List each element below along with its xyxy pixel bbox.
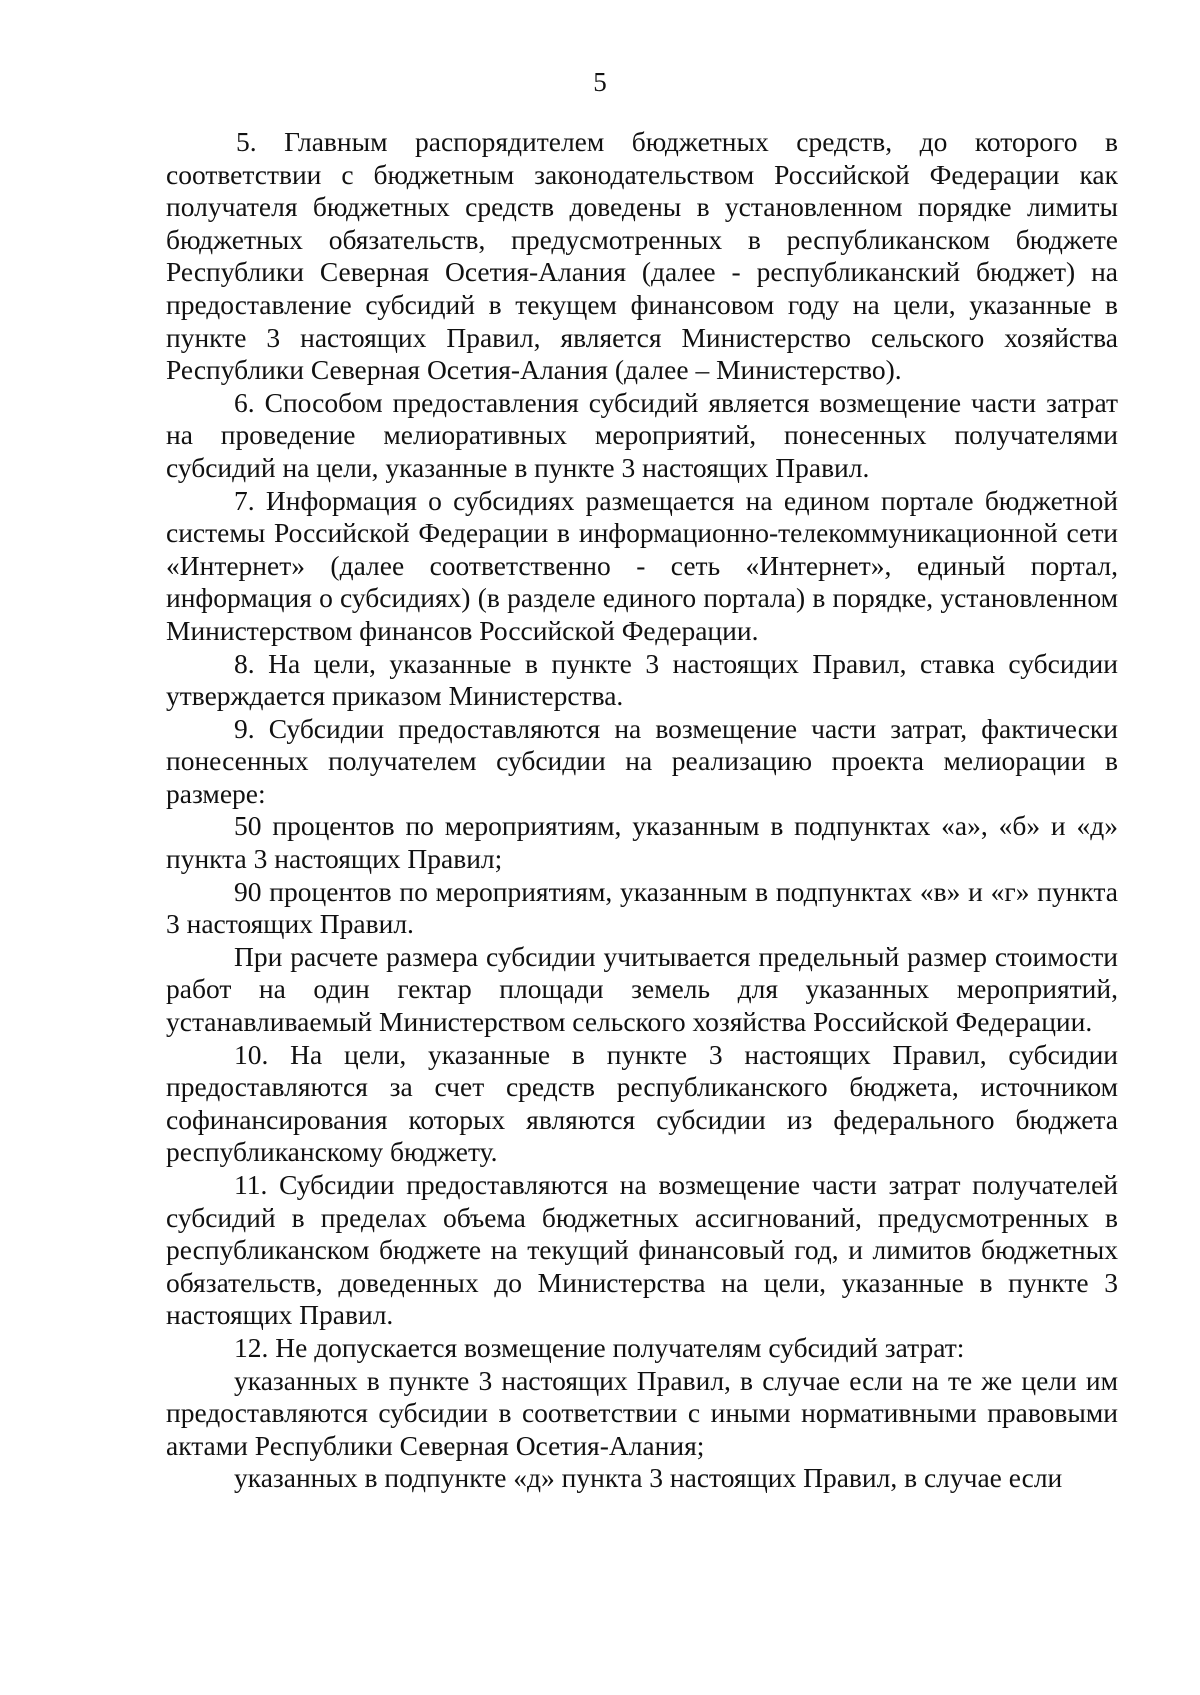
paragraph-9-note: При расчете размера субсидии учитывается предельный размер стоимости работ на один гектар площади земель для указанных мероприятий, устанавливаемый Министерством сельского хозяйства Российской Федерации. bbox=[166, 940, 1118, 1038]
paragraph-9-item-50: 50 процентов по мероприятиям, указанным в подпунктах «а», «б» и «д» пункта 3 настоящих Правил; bbox=[166, 810, 1118, 875]
paragraph-6: 6. Способом предоставления субсидий является возмещение части затрат на проведение мелиоративных мероприятий, понесенных получателями субсидий на цели, указанные в пункте 3 настоящих Правил. bbox=[166, 386, 1118, 483]
paragraph-11: 11. Субсидии предоставляются на возмещение части затрат получателей субсидий в пределах объема бюджетных ассигнований, предусмотренных в республиканском бюджете на текущий финансовый год, и лимитов бюджетных обязательств, доведенных до Министерства на цели, указанные в пункте 3 настоящих Правил. bbox=[166, 1169, 1118, 1331]
document-body bbox=[166, 126, 1118, 1495]
paragraph-12: 12. Не допускается возмещение получателям субсидий затрат: bbox=[234, 1331, 965, 1363]
paragraph-10: 10. На цели, указанные в пункте 3 настоящих Правил, субсидии предоставляются за счет средств республиканского бюджета, источником софинансирования которых являются субсидии из федерального бюджета республиканскому бюджету. bbox=[166, 1038, 1118, 1168]
paragraph-12-item-2: указанных в подпункте «д» пункта 3 настоящих Правил, в случае если bbox=[234, 1462, 1063, 1494]
paragraph-8: 8. На цели, указанные в пункте 3 настоящих Правил, ставка субсидии утверждается приказом Министерства. bbox=[166, 647, 1118, 712]
paragraph-7: 7. Информация о субсидиях размещается на едином портале бюджетной системы Российской Федерации в информационно-телекоммуникационной сети «Интернет» (далее соответственно - сеть «Интернет», единый портал, информация о субсидиях) (в разделе единого портала) в порядке, установленном Министерством финансов Российской Федерации. bbox=[166, 484, 1118, 646]
paragraph-9: 9. Субсидии предоставляются на возмещение части затрат, фактически понесенных получателем субсидии на реализацию проекта мелиорации в размере: bbox=[166, 712, 1118, 809]
paragraph-5: 5. Главным распорядителем бюджетных средств, до которого в соответствии с бюджетным законодательством Российской Федерации как получателя бюджетных средств доведены в установленном порядке лимиты бюджетных обязательств, предусмотренных в республиканском бюджете Республики Северная Осетия-Алания (далее - республиканский бюджет) на предоставление субсидий в текущем финансовом году на цели, указанные в пункте 3 настоящих Правил, является Министерство сельского хозяйства Республики Северная Осетия-Алания (далее – Министерство). bbox=[166, 126, 1118, 386]
paragraph-12-item-1: указанных в пункте 3 настоящих Правил, в случае если на те же цели им предоставляются субсидии в соответствии с иными нормативными правовыми актами Республики Северная Осетия-Алания; bbox=[166, 1364, 1118, 1461]
paragraph-9-item-90: 90 процентов по мероприятиям, указанным в подпунктах «в» и «г» пункта 3 настоящих Правил. bbox=[166, 875, 1118, 940]
page-number: 5 bbox=[593, 67, 607, 97]
